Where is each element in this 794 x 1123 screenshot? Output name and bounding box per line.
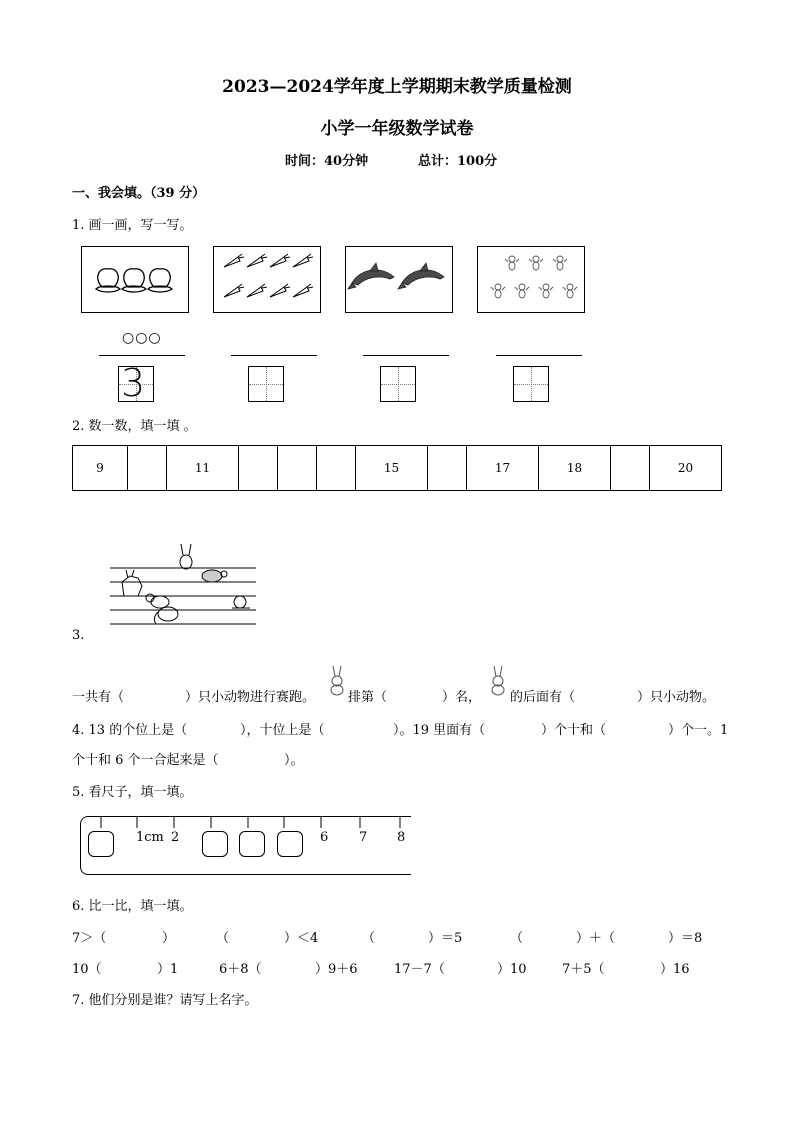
q3-text-d: ）名， (442, 690, 482, 705)
sequence-blank[interactable] (428, 446, 467, 491)
sequence-cell: 17 (467, 446, 539, 491)
q3-text-f: ）只小动物。 (637, 690, 716, 705)
ruler-label: 6 (320, 830, 329, 845)
number-sequence-table (72, 445, 722, 491)
compare-item: ）＝5 (428, 931, 463, 946)
compare-item: 7＞（ (72, 931, 107, 946)
compare-item: ）＋（ (576, 931, 616, 946)
q4-text-d: ）个十和（ (541, 723, 607, 738)
q3-number: 3. (72, 628, 85, 643)
section-heading: 一、我会填。（39 分） (72, 186, 206, 201)
ruler-blank-box-3[interactable] (239, 831, 265, 857)
answer-line-1 (99, 355, 185, 356)
q4-text-f: 个十和 6 个一合起来是（ (72, 753, 219, 768)
sequence-cell: 11 (167, 446, 239, 491)
q4-text-g: ）。 (284, 753, 304, 768)
compare-item: ）＜4 (284, 931, 319, 946)
compare-item: ）＝8 (668, 931, 703, 946)
writing-grid-3[interactable] (380, 366, 416, 402)
exam-subtitle: 小学一年级数学试卷 (320, 119, 474, 139)
q4-text-c: ）。19 里面有（ (393, 723, 486, 738)
q4-text-b: ），十位上是（ (240, 723, 325, 738)
compare-item: 7＋5（ (562, 962, 605, 977)
q6-prompt: 6. 比一比，填一填。 (72, 899, 193, 914)
q3-text-b: ）只小动物进行赛跑。 (185, 690, 316, 705)
ruler-blank-box-4[interactable] (277, 831, 303, 857)
answer-line-2[interactable] (231, 355, 317, 356)
example-circles: ○○○ (122, 330, 162, 346)
answer-line-4[interactable] (496, 355, 582, 356)
compare-item: ）16 (660, 962, 690, 977)
peach-picture (81, 246, 189, 313)
q3-text-a: 一共有（ (72, 690, 125, 705)
bee-picture (477, 246, 585, 313)
compare-item: 6＋8（ (219, 962, 262, 977)
ruler-label: 8 (397, 830, 406, 845)
q1-prompt: 1. 画一画，写一写。 (72, 218, 193, 233)
q2-prompt: 2. 数一数，填一填 。 (72, 419, 197, 434)
compare-item: 17－7（ (394, 962, 445, 977)
writing-grid-2[interactable] (248, 366, 284, 402)
sequence-cell: 9 (73, 446, 128, 491)
exam-total: 总计：100分 (418, 154, 498, 169)
q7-prompt: 7. 他们分别是谁？请写上名字。 (72, 993, 258, 1008)
sequence-blank[interactable] (278, 446, 317, 491)
sequence-cell: 20 (650, 446, 722, 491)
bee-icon (478, 247, 584, 312)
animal-race-picture (108, 540, 258, 628)
carrot-picture (213, 246, 321, 313)
answer-line-3[interactable] (363, 355, 449, 356)
exam-time: 时间：40分钟 (285, 154, 369, 169)
ruler-label: 1cm (136, 830, 164, 845)
writing-grid-example (118, 361, 154, 405)
sequence-cell: 15 (356, 446, 428, 491)
dolphin-icon (346, 247, 452, 312)
sequence-blank[interactable] (611, 446, 650, 491)
ruler-blank-box-1[interactable] (88, 831, 114, 857)
ruler-label: 2 (171, 830, 180, 845)
peach-icon (82, 247, 188, 312)
ruler-label: 7 (359, 830, 368, 845)
ruler-blank-box-2[interactable] (202, 831, 228, 857)
example-digit: 3 (121, 361, 146, 405)
q3-text-e: 的后面有（ (510, 690, 576, 705)
compare-item: ）1 (157, 962, 179, 977)
carrot-icon (214, 247, 320, 312)
q5-prompt: 5. 看尺子，填一填。 (72, 785, 193, 800)
sequence-blank[interactable] (317, 446, 356, 491)
compare-item: （ (216, 931, 230, 946)
q3-text-c: 排第（ (348, 690, 388, 705)
sequence-cell: 18 (539, 446, 611, 491)
q4-text-a: 4. 13 的个位上是（ (72, 723, 188, 738)
compare-item: ）10 (497, 962, 527, 977)
compare-item: 10（ (72, 962, 102, 977)
exam-title: 2023—2024学年度上学期期末教学质量检测 (222, 77, 572, 97)
compare-item: （ (362, 931, 376, 946)
ruler-ticks (80, 816, 411, 830)
compare-item: ） (162, 931, 176, 946)
writing-grid-4[interactable] (513, 366, 549, 402)
rabbit-icon (327, 664, 347, 696)
q4-text-e: ）个一。1 (668, 723, 729, 738)
compare-item: ）9＋6 (315, 962, 358, 977)
rabbit-icon (488, 664, 508, 696)
sequence-blank[interactable] (239, 446, 278, 491)
sequence-blank[interactable] (128, 446, 167, 491)
compare-item: （ (510, 931, 524, 946)
dolphin-picture (345, 246, 453, 313)
